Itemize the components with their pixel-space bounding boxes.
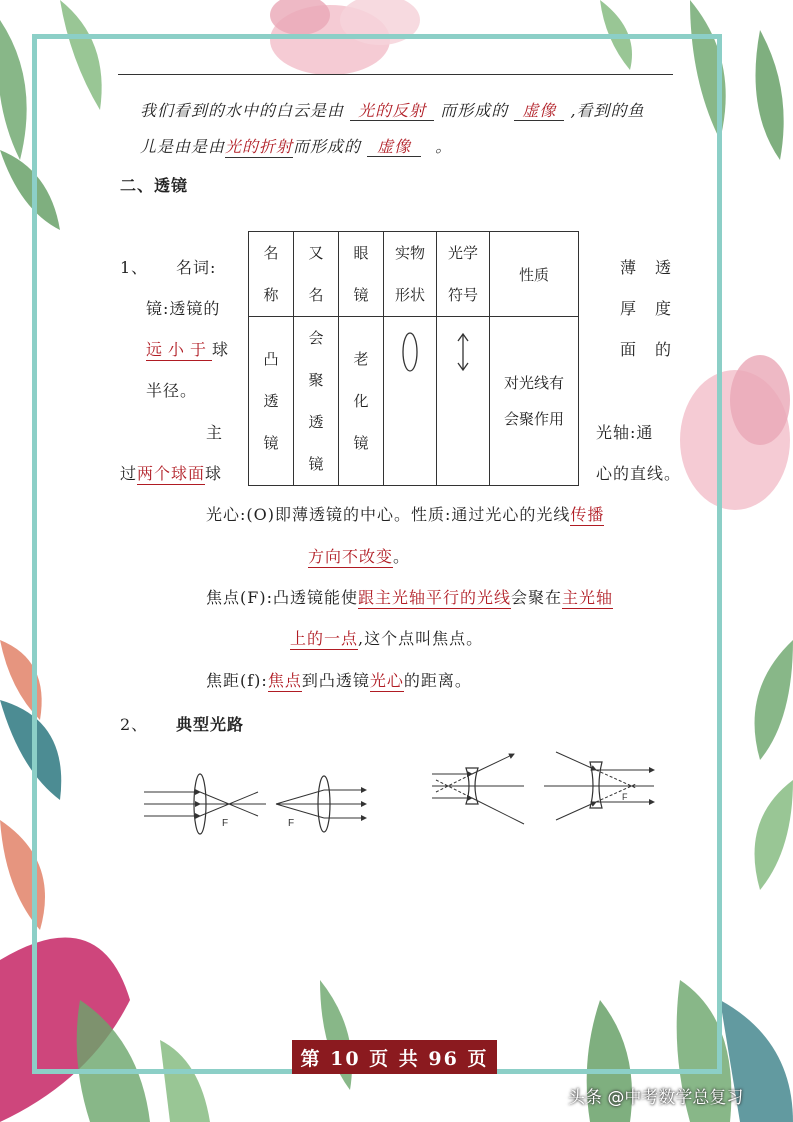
intro-line-1: 我们看到的水中的白云是由 光的反射 而形成的 虚像 ,看到的鱼: [140, 101, 645, 120]
item-number: 2、: [120, 715, 149, 734]
table-header: 又 名: [294, 232, 339, 317]
table-cell: [437, 317, 490, 486]
focus-label: F: [622, 792, 628, 802]
table-cell: [384, 317, 437, 486]
focus-label: F: [222, 818, 229, 829]
item-label: 典型光路: [176, 715, 245, 734]
table-cell: 老 化 镜: [339, 317, 384, 486]
convex-lens-symbol-icon: [453, 331, 473, 373]
concave-lens-ray-diagram-1: [430, 748, 530, 828]
focal-length-line: 焦距(f):焦点到凸透镜光心的距离。: [206, 671, 472, 690]
lens-table: [248, 231, 579, 486]
section-title: 二、透镜: [120, 176, 189, 195]
table-header: 眼 镜: [339, 232, 384, 317]
header-rule: [118, 74, 673, 75]
convex-lens-shape-icon: [400, 331, 420, 373]
item-label: 名词:: [176, 258, 217, 277]
watermark: 头条 @中考数学总复习: [568, 1088, 744, 1108]
concave-lens-ray-diagram-2: [540, 746, 660, 826]
optical-center-line: 光心:(O)即薄透镜的中心。性质:通过光心的光线传播: [206, 505, 605, 524]
page-number-footer: 第 10 页 共 96 页: [292, 1040, 497, 1074]
answer-blank: 虚像: [367, 137, 421, 157]
answer-blank: 虚像: [514, 101, 564, 121]
red-answer: 远小于: [146, 340, 213, 359]
item-number: 1、: [120, 258, 149, 277]
table-header: 光学 符号: [437, 232, 490, 317]
answer-blank: 光的折射: [225, 137, 294, 156]
table-cell: 会 聚 透 镜: [294, 317, 339, 486]
focus-line: 焦点(F):凸透镜能使跟主光轴平行的光线会聚在主光轴: [206, 588, 614, 607]
focus-label: F: [288, 818, 295, 829]
table-header: 性质: [490, 232, 579, 317]
table-cell: 对光线有 会聚作用: [490, 317, 579, 486]
table-cell: 凸 透 镜: [249, 317, 294, 486]
table-header: 名 称: [249, 232, 294, 317]
convex-lens-ray-diagram-1: [142, 770, 272, 840]
answer-blank: 光的反射: [350, 101, 434, 121]
intro-line-2: 儿是由是由光的折射而形成的 虚像 。: [140, 137, 453, 156]
table-header: 实物 形状: [384, 232, 437, 317]
red-answer: 两个球面: [137, 464, 206, 483]
convex-lens-ray-diagram-2: [272, 770, 372, 840]
